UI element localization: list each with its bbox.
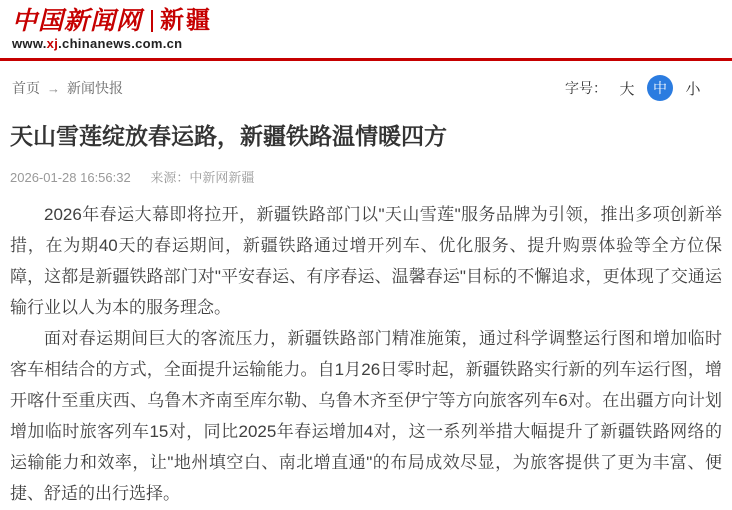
site-header bbox=[0, 0, 732, 51]
font-size-label: 字号： bbox=[565, 80, 607, 96]
site-logo[interactable] bbox=[12, 7, 720, 35]
site-url-suffix: .chinanews.com.cn bbox=[58, 36, 183, 51]
nav-row bbox=[0, 61, 732, 102]
article-meta bbox=[10, 167, 722, 186]
article-source: 来源：中新网新疆 bbox=[150, 170, 255, 186]
article-title: 天山雪莲绽放春运路，新疆铁路温情暖四方 bbox=[10, 123, 447, 149]
font-size-medium-button[interactable]: 中 bbox=[647, 75, 673, 101]
font-size-small-button[interactable]: 小 bbox=[685, 80, 701, 98]
breadcrumb-news-flash-link[interactable]: 新闻快报 bbox=[67, 80, 123, 96]
font-size-large-button[interactable]: 大 bbox=[619, 80, 635, 98]
breadcrumb bbox=[12, 78, 123, 98]
article-datetime: 2026-01-28 16:56:32 bbox=[10, 170, 131, 186]
article-paragraph: 2026年春运大幕即将拉开，新疆铁路部门以"天山雪莲"服务品牌为引领，推出多项创新举措，在为期40天的春运期间，新疆铁路通过增开列车、优化服务、提升购票体验等全方位保障，这都是新疆铁路部门对"平安春运、有序春运、温馨春运"目标的不懈追求，更体现了交通运输行业以人为本的服务理念。 bbox=[10, 205, 722, 318]
site-url-prefix: www. bbox=[12, 36, 47, 51]
logo-separator bbox=[151, 10, 153, 32]
font-size-widget bbox=[565, 75, 702, 101]
logo-region-text: 新疆 bbox=[160, 7, 213, 34]
site-url bbox=[12, 36, 720, 51]
article bbox=[0, 121, 732, 509]
breadcrumb-arrow-icon: → bbox=[47, 80, 60, 96]
site-url-highlight: xj bbox=[46, 36, 59, 51]
logo-main-text: 中国新闻网 bbox=[12, 6, 143, 35]
breadcrumb-home-link[interactable]: 首页 bbox=[12, 80, 40, 96]
article-body bbox=[10, 199, 722, 509]
article-paragraph: 面对春运期间巨大的客流压力，新疆铁路部门精准施策，通过科学调整运行图和增加临时客车相结合的方式，全面提升运输能力。自1月26日零时起，新疆铁路实行新的列车运行图，增开喀什至重庆西、乌鲁木齐南至库尔勒、乌鲁木齐至伊宁等方向旅客列车6对。在出疆方向计划增加临时旅客列车15对，同比2025年春运增加4对，这一系列举措大幅提升了新疆铁路网络的运输能力和效率，让"地州填空白、南北增直通"的布局成效尽显，为旅客提供了更为丰富、便捷、舒适的出行选择。 bbox=[10, 329, 722, 504]
